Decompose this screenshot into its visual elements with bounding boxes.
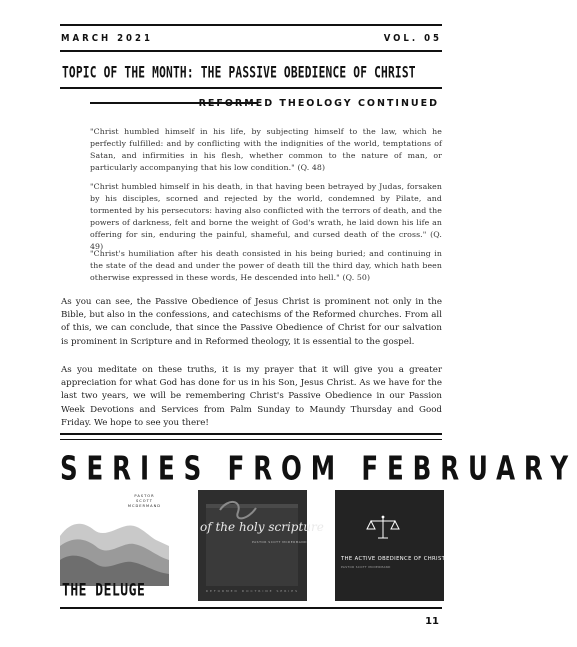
series-top-rule	[60, 433, 442, 435]
script-title: of the holy scripture	[200, 520, 324, 534]
topic-title: TOPIC OF THE MONTH: THE PASSIVE OBEDIENCE OF CHRIST	[62, 63, 416, 82]
catechism-quote-49: "Christ humbled himself in his death, in that having been betrayed by Judas, forsaken by his disciples, scorned and rejected by the world, condemned by Pilate, and tormented by his persecutors: having also conflicted with the terrors of death, and the powers of darkness, felt and borne the weight of God's wrath, he laid down his life an offering for sin, enduring the painful, shameful, and cursed death of the cross." (Q. 49)	[90, 182, 442, 251]
author-credit: PASTOR SCOTT MCDERMAND	[341, 565, 391, 569]
book-illustration	[198, 490, 307, 601]
author-credit: PASTOR SCOTT MCDERMAND	[127, 494, 162, 508]
series-heading: SERIES FROM FEBRUARY	[60, 449, 577, 488]
scales-icon	[335, 490, 444, 601]
author-credit: PASTOR SCOTT MCDERMAND	[252, 540, 307, 544]
thumbnail-title: THE ACTIVE OBEDIENCE OF CHRIST	[341, 556, 446, 562]
series-top-rule-thin	[60, 439, 442, 440]
section-subtitle: REFORMED THEOLOGY CONTINUED	[198, 98, 439, 109]
catechism-quote-50: "Christ's humiliation after his death consisted in his being buried; and continuing in the state of the dead and under the power of death till the third day, which hath been otherwise expressed in these words, He descended into hell." (Q. 50)	[90, 249, 442, 282]
series-band: REFORMED DOCTRINE SERIES	[205, 589, 300, 593]
sermon-thumbnail-the-deluge[interactable]	[60, 490, 169, 601]
catechism-quote-48: "Christ humbled himself in his life, by subjecting himself to the law, which he perfectly fulfilled: and by conflicting with the indignities of the world, temptations of Satan, and infirmities in his flesh, whether common to the nature of man, or particularly accompanying that his low condition." (Q. 48)	[90, 127, 442, 172]
body-paragraph-conclusion: As you can see, the Passive Obedience of Jesus Christ is prominent not only in the Bible, but also in the confessions, and catechisms of the Reformed churches. From all of this, we can conclude, that since the Passive Obedience of Christ for our salvation is prominent in Scripture and in Reformed theology, it is essential to the gospel.	[61, 297, 442, 347]
topic-underline	[60, 87, 442, 89]
volume-number: VOL. 05	[383, 33, 442, 44]
sermon-thumbnail-holy-scripture[interactable]	[198, 490, 324, 601]
issue-date: MARCH 2021	[61, 33, 153, 44]
page-number: 11	[425, 616, 439, 627]
body-paragraph-invitation: As you meditate on these truths, it is my prayer that it will give you a greater appreciation for what God has done for us in his Son, Jesus Christ. As we have for the last two years, we will be remembering Christ's Passive Obedience in our Passion Week Devotions and Services from Palm Sunday to Maundy Thursday and Good Friday. We hope to see you there!	[61, 365, 442, 428]
footer-rule	[60, 607, 442, 609]
sermon-thumbnail-active-obedience[interactable]	[335, 490, 444, 601]
header-top-rule	[60, 24, 442, 26]
deluge-title: THE DELUGE	[62, 581, 146, 601]
header-bottom-rule	[60, 50, 442, 52]
